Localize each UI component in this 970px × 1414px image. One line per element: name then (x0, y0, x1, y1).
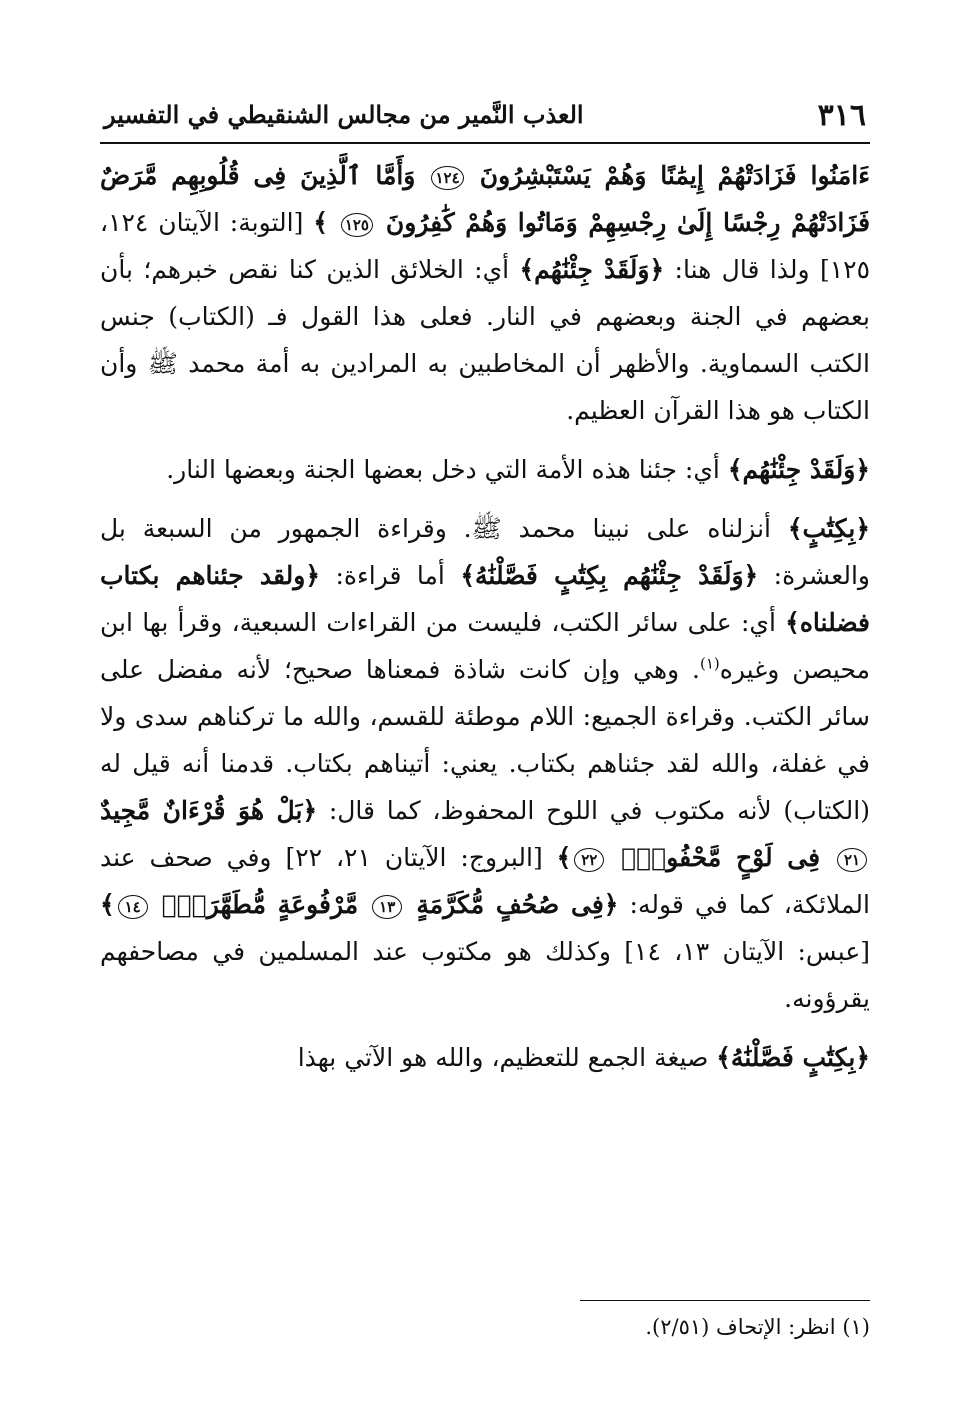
running-title: العذب النَّمير من مجالس الشنقيطي في التفسير (104, 100, 584, 129)
body-text: وفي صحف عند الملائكة، كما في قوله: (100, 843, 870, 919)
quran-quote: مَّرْفُوعَةٍ مُّطَهَّرَةٍۭ (161, 890, 359, 919)
ornate-bracket: ﴿ (855, 1043, 870, 1072)
paragraph-2 (100, 446, 870, 493)
body-text: أي: على سائر الكتب، فليست من القراءات السبعية، وقرأ بها ابن محيصن وغيره (100, 608, 871, 684)
body-text: أنزلناه على نبينا محمد ﷺ. وقراءة الجمهور من السبعة بل والعشرة: (100, 514, 870, 590)
ayah-number-marker: ١٢٥ (341, 213, 373, 237)
main-text (100, 152, 870, 1081)
ornate-bracket: ﴾ (519, 255, 535, 284)
quran-quote: فِى صُحُفٍ مُّكَرَّمَةٍ (416, 890, 604, 919)
quran-quote: وَلَقَدْ جِئْنَٰهُم (742, 455, 856, 484)
footnote-marker: (١) (699, 654, 720, 673)
quran-quote: بِكِتَٰبٍ (802, 514, 856, 543)
ayah-number-marker: ١٢٤ (431, 166, 463, 190)
paragraph-3 (100, 505, 870, 1022)
ayah-number-marker: ٢٢ (574, 848, 604, 872)
verse-reference: [التوبة: الآيتان ١٢٤، ١٢٥] (100, 208, 871, 284)
body-text: وكذلك هو مكتوب عند المسلمين في مصاحفهم يقرؤونه. (100, 937, 870, 1013)
body-text: أي: جئنا هذه الأمة التي دخل بعضها الجنة وبعضها النار. (166, 455, 720, 484)
quran-quote: وَلَقَدْ جِئْنَٰهُم (534, 255, 650, 284)
quran-quote: وَلَقَدْ جِئْنَٰهُم بِكِتَٰبٍ فَصَّلْنَٰهُ (475, 561, 744, 590)
ayah-number-marker: ١٤ (118, 895, 148, 919)
body-text: صيغة الجمع للتعظيم، والله هو الآتي بهذا (297, 1043, 709, 1072)
ornate-bracket: ﴾ (460, 561, 475, 590)
ornate-bracket: ﴾ (716, 1043, 731, 1072)
ornate-bracket: ﴿ (855, 514, 870, 543)
ornate-bracket: ﴾ (556, 843, 572, 872)
body-text: ولذا قال هنا: (674, 255, 810, 284)
variant-reading: ولقد جئناهم بكتاب فضلناه (100, 561, 870, 637)
ornate-bracket: ﴾ (727, 455, 743, 484)
quran-verse: ءَامَنُوا فَزَادَتْهُمْ إِيمَٰنًا وَهُمْ يَسْتَبْشِرُونَ (479, 161, 870, 190)
ayah-number-marker: ٢١ (837, 848, 867, 872)
ornate-bracket: ﴾ (313, 208, 328, 237)
page-number: ٣١٦ (817, 98, 866, 133)
quran-quote: بِكِتَٰبٍ فَصَّلْنَٰهُ (730, 1043, 856, 1072)
body-text: أما قراءة: (335, 561, 445, 590)
verse-reference: [البروج: الآيتان ٢١، ٢٢] (285, 843, 543, 872)
ornate-bracket: ﴾ (100, 890, 115, 919)
ornate-bracket: ﴾ (785, 608, 800, 637)
ornate-bracket: ﴿ (649, 255, 665, 284)
body-text: . وهي وإن كانت شاذة فمعناها صحيح؛ لأنه مفضل على سائر الكتب. وقراءة الجميع: اللام موطئة للقسم، والله ما تركناهم سدى ولا في غفلة، والله لقد جئناهم بكتاب. يعني: أتيناهم بكتاب. قدمنا أنه قيل له (الكتاب) لأنه مكتوب في اللوح المحفوظ، كما قال: (100, 655, 870, 825)
paragraph-4 (100, 1034, 870, 1081)
header-divider (100, 142, 870, 144)
ornate-bracket: ﴿ (603, 890, 619, 919)
verse-reference: [عبس: الآيتان ١٣، ١٤] (624, 937, 870, 966)
footnote: (١) انظر: الإتحاف (٢/٥١). (645, 1315, 870, 1339)
paragraph-1 (100, 152, 870, 434)
quran-verse: وَأَمَّا ٱلَّذِينَ فِى قُلُوبِهِم مَّرَضٌ فَزَادَتْهُمْ رِجْسًا إِلَىٰ رِجْسِهِمْ وَمَاتُوا وَهُمْ كَٰفِرُونَ (100, 161, 871, 237)
quran-quote: بَلْ هُوَ قُرْءَانٌ مَّجِيدٌ (100, 796, 303, 825)
ornate-bracket: ﴿ (302, 796, 318, 825)
ornate-bracket: ﴾ (787, 514, 803, 543)
ornate-bracket: ﴿ (305, 561, 321, 590)
footnote-divider (580, 1300, 870, 1301)
ornate-bracket: ﴿ (743, 561, 759, 590)
body-text: أي: الخلائق الذين كنا نقص خبرهم؛ بأن بعضهم في الجنة وبعضهم في النار. فعلى هذا القول فـ (الكتاب) جنس الكتب السماوية. والأظهر أن المخاطبين به المرادين به أمة محمد ﷺ وأن الكتاب هو هذا القرآن العظيم. (100, 255, 870, 425)
ornate-bracket: ﴿ (855, 455, 870, 484)
ayah-number-marker: ١٣ (372, 895, 402, 919)
page-header (100, 96, 870, 138)
quran-quote: فِى لَوْحٍ مَّحْفُوظٍۭ (621, 843, 821, 872)
